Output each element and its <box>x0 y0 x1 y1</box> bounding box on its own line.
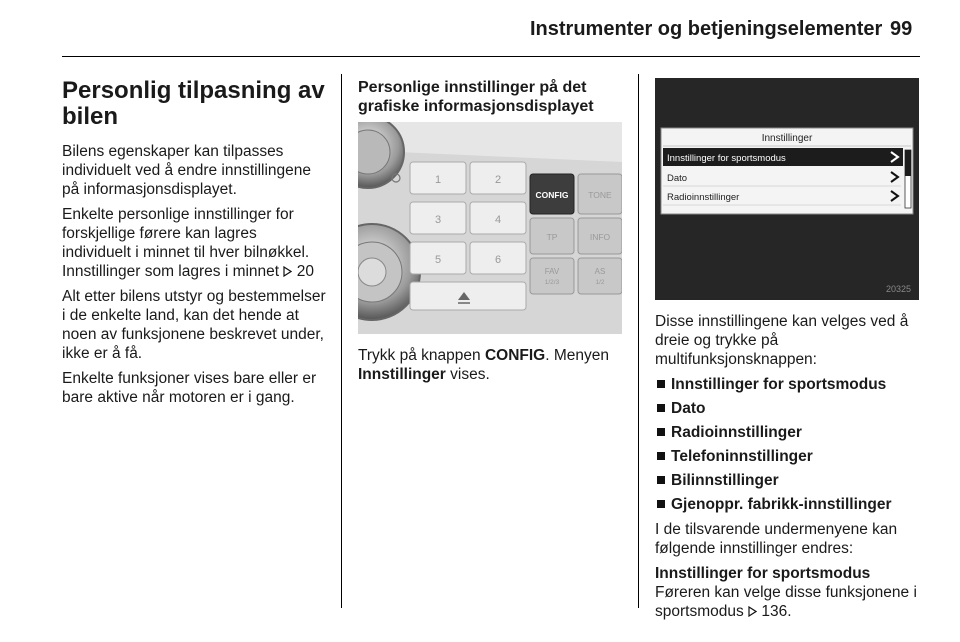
list-item: Dato <box>655 399 921 418</box>
instruction-suffix: vises. <box>450 366 490 383</box>
info-display-illustration <box>655 78 919 300</box>
display-item-radio: Radioinnstillinger <box>667 192 740 203</box>
image-reference-number: 20325 <box>885 284 911 294</box>
memory-reference-page: 20 <box>296 263 314 280</box>
bullet-square-icon <box>657 428 665 436</box>
panel-button-1: 1 <box>434 174 442 186</box>
list-item: Innstillinger for sportsmodus <box>655 375 921 394</box>
instruction-config-word: CONFIG <box>484 347 546 364</box>
reference-arrow-icon <box>283 266 292 277</box>
panel-button-3: 3 <box>434 214 442 226</box>
bullet-square-icon <box>657 476 665 484</box>
instruction-middle: . Menyen <box>545 347 609 364</box>
panel-button-fav-sub: 1/2/3 <box>544 279 560 286</box>
list-item: Bilinnstillinger <box>655 471 921 490</box>
column-divider-right <box>638 74 639 608</box>
running-header-title: Instrumenter og betjeningselementer <box>530 18 883 40</box>
middle-column <box>358 78 624 390</box>
panel-button-4: 4 <box>494 214 502 226</box>
intro-paragraph: Bilens egenskaper kan tilpasses individuelt ved å endre innstillingene på informasjonsdisplayet. <box>62 143 312 198</box>
sportsmodus-reference-page: 136. <box>761 603 792 620</box>
panel-button-as-sub: 1/2 <box>595 279 605 286</box>
list-item: Gjenoppr. fabrikk-innstillinger <box>655 495 921 514</box>
display-item-sportsmodus: Innstillinger for sportsmodus <box>667 153 786 164</box>
config-instruction <box>358 346 624 384</box>
control-panel-illustration <box>358 122 622 334</box>
sportsmodus-text: Føreren kan velge disse funksjonene i sportsmodus 136. <box>655 584 917 620</box>
list-item: Telefoninnstillinger <box>655 447 921 466</box>
bullet-square-icon <box>657 500 665 508</box>
panel-button-info: INFO <box>589 232 611 242</box>
panel-button-tone: TONE <box>588 190 612 200</box>
panel-button-config: CONFIG <box>535 190 569 200</box>
column-divider-left <box>341 74 342 608</box>
control-panel-graphic <box>358 122 622 334</box>
bullet-square-icon <box>657 380 665 388</box>
panel-button-tp: TP <box>546 232 558 242</box>
bullet-square-icon <box>657 404 665 412</box>
engine-paragraph: Enkelte funksjoner vises bare eller er bare aktive når motoren er i gang. <box>62 370 317 406</box>
settings-menu-list <box>655 375 921 514</box>
memory-paragraph <box>62 205 328 281</box>
panel-button-2: 2 <box>494 174 502 186</box>
settings-intro: Disse innstillingene kan velges ved å dreie og trykke på multifunksjonsknappen: <box>655 313 909 368</box>
panel-button-5: 5 <box>434 254 442 266</box>
right-column <box>655 78 921 627</box>
display-item-dato: Dato <box>667 173 688 184</box>
instruction-prefix: Trykk på knappen <box>358 347 481 364</box>
list-item: Radioinnstillinger <box>655 423 921 442</box>
header-rule <box>62 56 920 57</box>
memory-paragraph-text: Enkelte personlige innstillinger for forskjellige førere kan lagres individuelt i minnet til hver bilnøkkel. Innstillinger som lagres i minnet <box>62 206 310 280</box>
instruction-menu-word: Innstillinger <box>358 366 446 383</box>
panel-button-fav: FAV <box>544 267 560 276</box>
reference-arrow-icon <box>748 606 757 617</box>
info-display-graphic <box>655 78 919 300</box>
equipment-paragraph: Alt etter bilens utstyr og bestemmelser i de enkelte land, kan det hende at noen av funksjonene beskrevet under, ikke er å få. <box>62 288 326 362</box>
display-title: Innstillinger <box>761 133 813 144</box>
panel-button-as: AS <box>594 267 606 276</box>
bullet-square-icon <box>657 452 665 460</box>
subsection-heading: Personlige innstillinger på det grafiske informasjonsdisplayet <box>358 79 594 115</box>
panel-button-6: 6 <box>494 254 502 266</box>
sportsmodus-heading: Innstillinger for sportsmodus <box>655 565 871 582</box>
left-column <box>62 78 328 413</box>
page-number: 99 <box>890 18 913 40</box>
submenu-intro: I de tilsvarende undermenyene kan følgende innstillinger endres: <box>655 521 898 557</box>
section-heading: Personlig tilpasning av bilen <box>62 77 325 130</box>
